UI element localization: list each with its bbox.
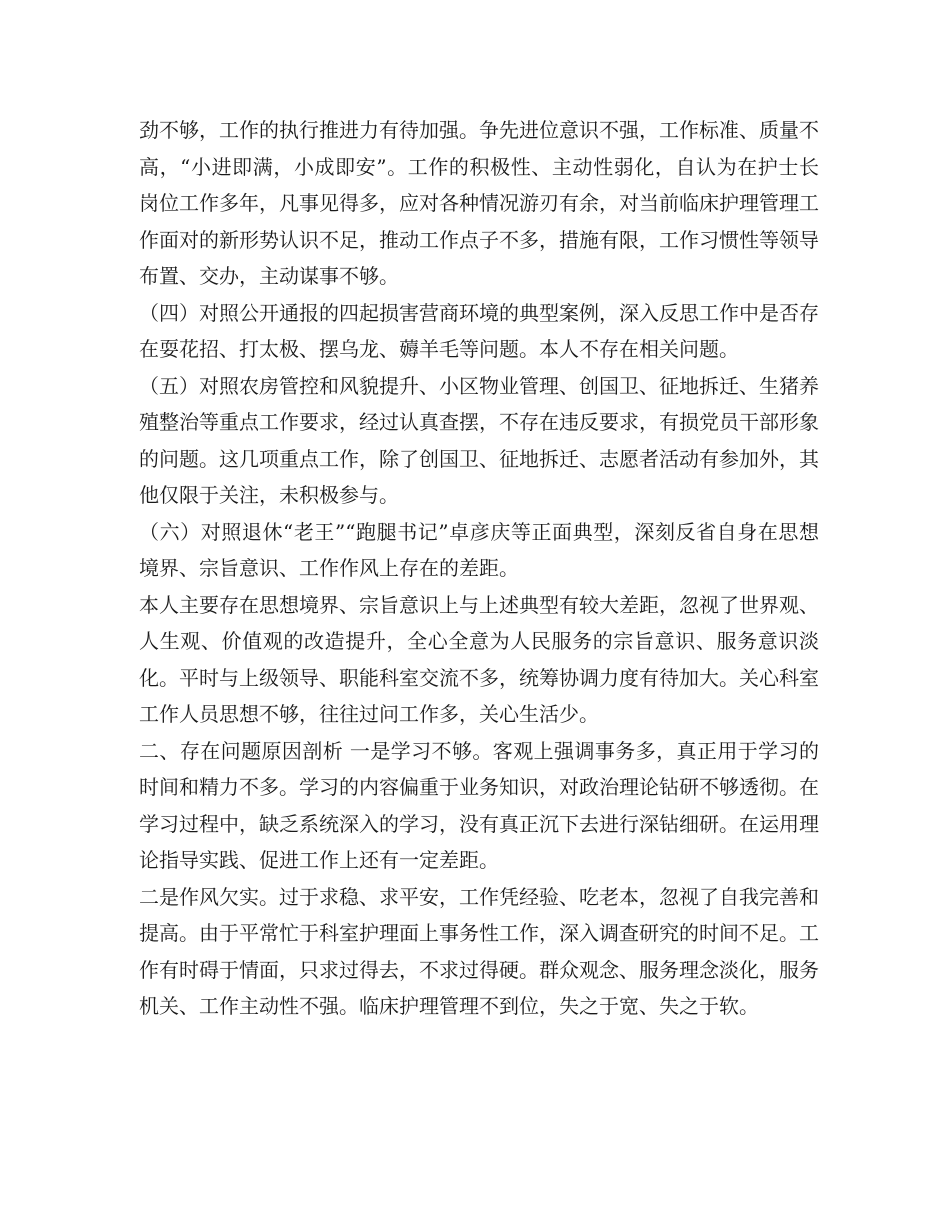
paragraph-personal-gap: 本人主要存在思想境界、宗旨意识上与上述典型有较大差距，忽视了世界观、人生观、价值观的改造提升，全心全意为人民服务的宗旨意识、服务意识淡化。平时与上级领导、职能科室交流不多，统筹协调力度有待加大。关心科室工作人员思想不够，往往过问工作多，关心生活少。 [139, 592, 819, 726]
paragraph-cause-analysis-study: 二、存在问题原因剖析 一是学习不够。客观上强调事务多，真正用于学习的时间和精力不多。学习的内容偏重于业务知识，对政治理论钻研不够透彻。在学习过程中，缺乏系统深入的学习，没有真正沉下去进行深钻细研。在运用理论指导实践、促进工作上还有一定差距。 [139, 738, 819, 872]
paragraph-section-4: （四）对照公开通报的四起损害营商环境的典型案例，深入反思工作中是否存在耍花招、打太极、摆乌龙、薅羊毛等问题。本人不存在相关问题。 [139, 300, 819, 361]
paragraph-section-5: （五）对照农房管控和风貌提升、小区物业管理、创国卫、征地拆迁、生猪养殖整治等重点工作要求，经过认真查摆，不存在违反要求，有损党员干部形象的问题。这几项重点工作，除了创国卫、征地拆迁、志愿者活动有参加外，其他仅限于关注，未积极参与。 [139, 373, 819, 507]
paragraph-cause-analysis-style: 二是作风欠实。过于求稳、求平安，工作凭经验、吃老本，忽视了自我完善和提高。由于平常忙于科室护理面上事务性工作，深入调查研究的时间不足。工作有时碍于情面，只求过得去，不求过得硬。群众观念、服务理念淡化，服务机关、工作主动性不强。临床护理管理不到位，失之于宽、失之于软。 [139, 884, 819, 1018]
paragraph-work-drive: 劲不够，工作的执行推进力有待加强。争先进位意识不强，工作标准、质量不高，“小进即满，小成即安”。工作的积极性、主动性弱化，自认为在护士长岗位工作多年，凡事见得多，应对各种情况游刃有余，对当前临床护理管理工作面对的新形势认识不足，推动工作点子不多，措施有限，工作习惯性等领导布置、交办，主动谋事不够。 [139, 118, 819, 288]
document-body [139, 112, 819, 1025]
paragraph-section-6: （六）对照退休“老王”“跑腿书记”卓彦庆等正面典型，深刻反省自身在思想境界、宗旨意识、工作作风上存在的差距。 [139, 519, 819, 580]
